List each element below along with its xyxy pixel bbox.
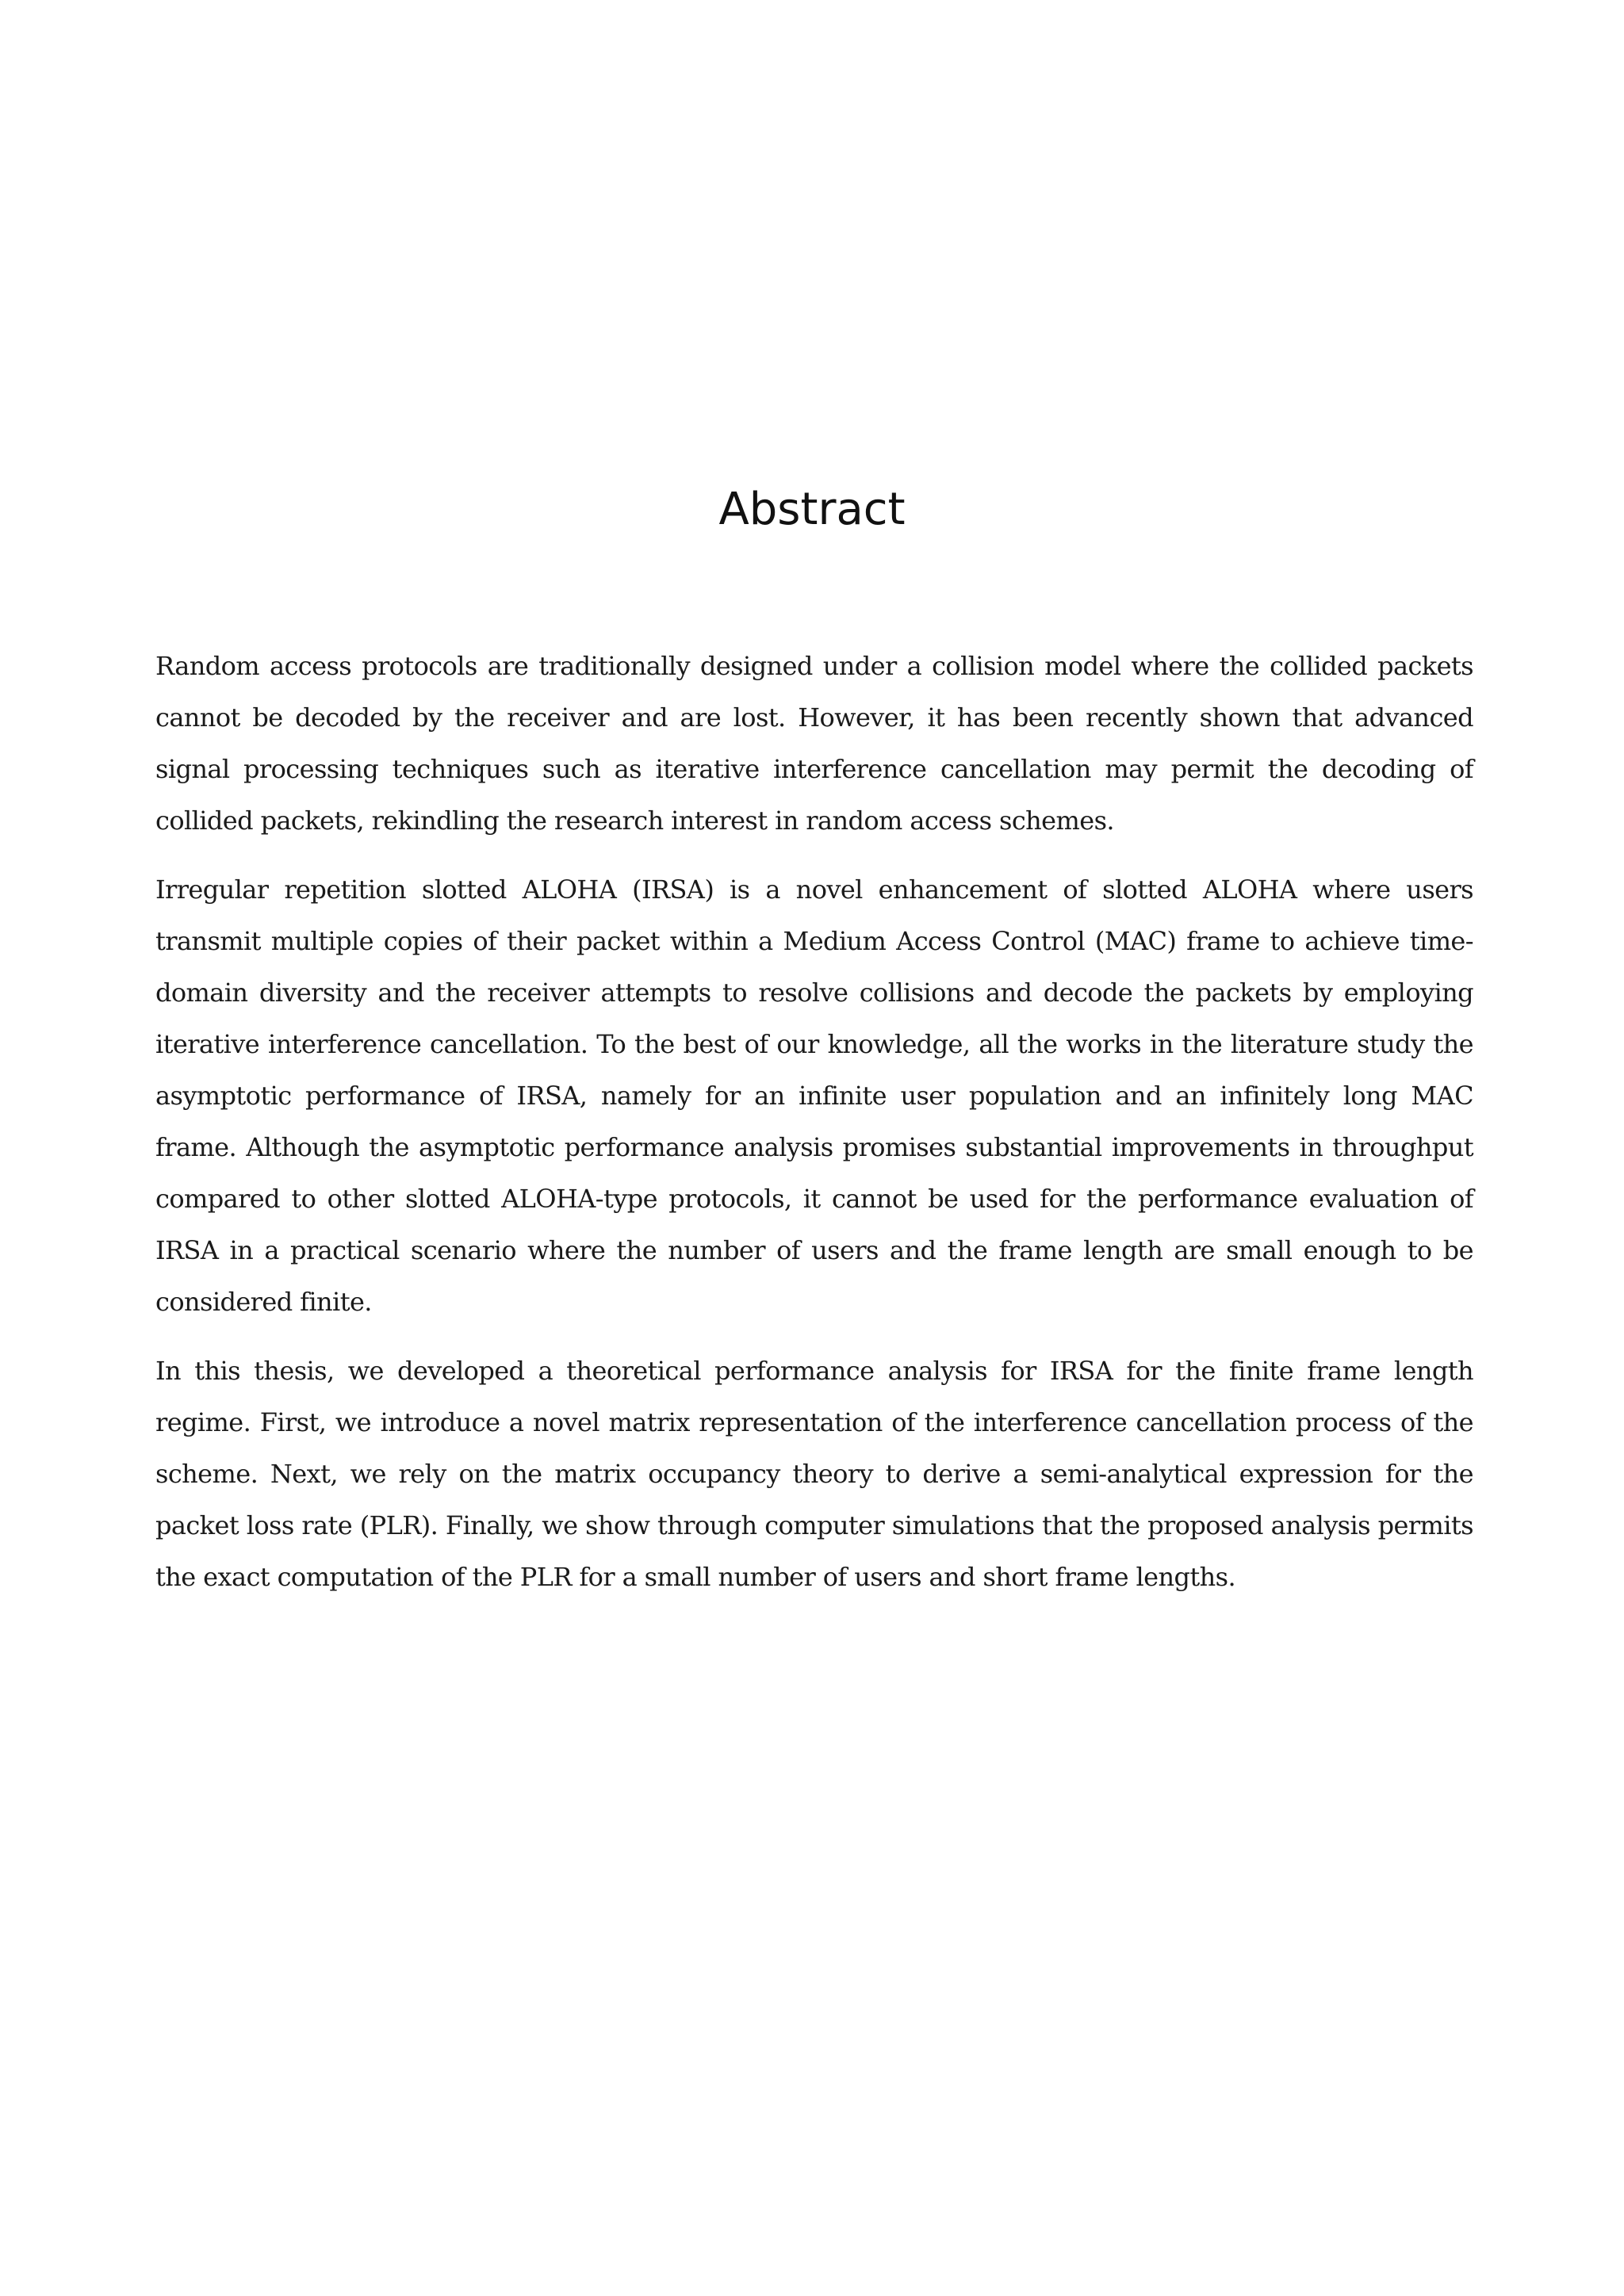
abstract-paragraph-1: Random access protocols are traditionally designed under a collision model where the collided packets cannot be decoded by the receiver and are lost. However, it has been recently shown that advanced signal processing techniques such as iterative interference cancellation may permit the decoding of collided packets, rekindling the research interest in random access schemes. [155, 651, 1473, 836]
abstract-title: Abstract [718, 484, 906, 535]
abstract-body [155, 641, 1473, 1621]
abstract-paragraph-2: Irregular repetition slotted ALOHA (IRSA) is a novel enhancement of slotted ALOHA where users transmit multiple copies of their packet within a Medium Access Control (MAC) frame to achieve time-domain diversity and the receiver attempts to resolve collisions and decode the packets by employing iterative interference cancellation. To the best of our knowledge, all the works in the literature study the asymptotic performance of IRSA, namely for an infinite user population and an infinitely long MAC frame. Although the asymptotic performance analysis promises substantial improvements in throughput compared to other slotted ALOHA-type protocols, it cannot be used for the performance evaluation of IRSA in a practical scenario where the number of users and the frame length are small enough to be considered finite. [155, 874, 1473, 1317]
abstract-paragraph-3: In this thesis, we developed a theoretical performance analysis for IRSA for the finite frame length regime. First, we introduce a novel matrix representation of the interference cancellation process of the scheme. Next, we rely on the matrix occupancy theory to derive a semi-analytical expression for the packet loss rate (PLR). Finally, we show through computer simulations that the proposed analysis permits the exact computation of the PLR for a small number of users and short frame lengths. [155, 1356, 1473, 1592]
